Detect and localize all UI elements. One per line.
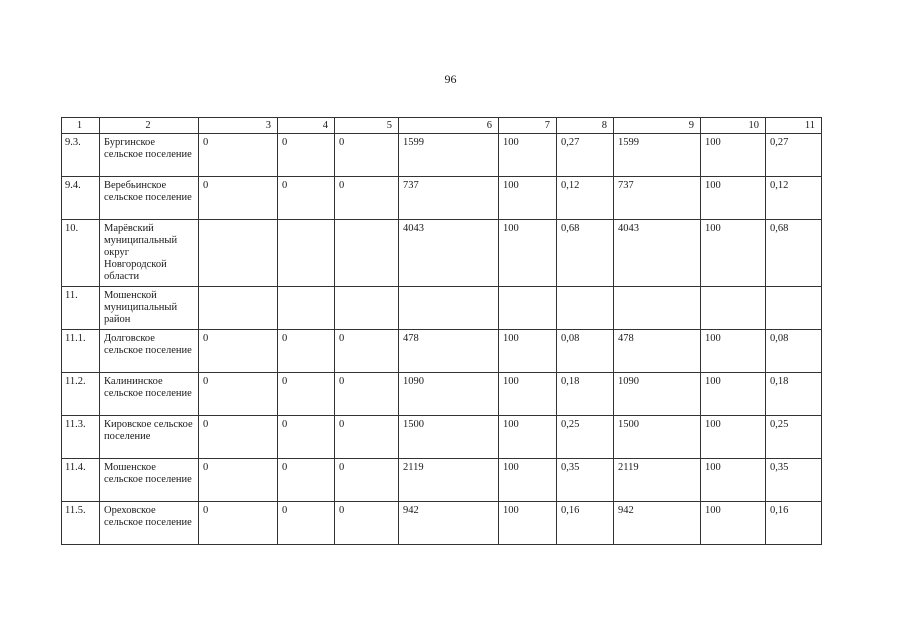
row-value-cell: 0,16 xyxy=(557,502,614,545)
row-value-cell: 100 xyxy=(701,330,766,373)
row-value-cell: 0,35 xyxy=(557,459,614,502)
row-value-cell xyxy=(278,287,335,330)
header-row xyxy=(62,118,822,134)
row-value-cell: 0,16 xyxy=(766,502,822,545)
row-value-cell: 0,12 xyxy=(766,177,822,220)
row-value-cell: 2119 xyxy=(399,459,499,502)
row-value-cell: 100 xyxy=(499,134,557,177)
header-cell: 1 xyxy=(62,118,100,134)
header-cell: 3 xyxy=(199,118,278,134)
row-value-cell: 1500 xyxy=(614,416,701,459)
row-value-cell: 0 xyxy=(278,502,335,545)
row-name-cell: Ореховское сельское поселение xyxy=(100,502,199,545)
row-value-cell: 0,12 xyxy=(557,177,614,220)
header-cell: 8 xyxy=(557,118,614,134)
row-value-cell: 0 xyxy=(199,330,278,373)
row-value-cell: 0,08 xyxy=(766,330,822,373)
row-value-cell: 0,68 xyxy=(557,220,614,287)
row-value-cell: 0 xyxy=(278,134,335,177)
row-code-cell: 9.3. xyxy=(62,134,100,177)
row-value-cell: 737 xyxy=(399,177,499,220)
row-value-cell: 0,35 xyxy=(766,459,822,502)
row-name-cell: Бургинское сельское поселение xyxy=(100,134,199,177)
row-value-cell: 0,27 xyxy=(766,134,822,177)
row-value-cell: 100 xyxy=(701,502,766,545)
row-code-cell: 11.2. xyxy=(62,373,100,416)
row-value-cell: 100 xyxy=(499,373,557,416)
row-value-cell: 0 xyxy=(199,134,278,177)
row-code-cell: 11.1. xyxy=(62,330,100,373)
row-name-cell: Калининское сельское поселение xyxy=(100,373,199,416)
row-value-cell: 100 xyxy=(701,416,766,459)
row-value-cell: 0 xyxy=(278,373,335,416)
header-cell: 7 xyxy=(499,118,557,134)
row-value-cell: 1090 xyxy=(399,373,499,416)
row-value-cell: 942 xyxy=(614,502,701,545)
data-table xyxy=(61,117,822,545)
row-value-cell: 0,18 xyxy=(766,373,822,416)
row-value-cell: 2119 xyxy=(614,459,701,502)
row-value-cell: 100 xyxy=(499,220,557,287)
header-cell: 2 xyxy=(100,118,199,134)
row-value-cell: 0 xyxy=(278,330,335,373)
header-cell: 5 xyxy=(335,118,399,134)
row-value-cell: 100 xyxy=(701,134,766,177)
row-code-cell: 11.3. xyxy=(62,416,100,459)
row-value-cell: 100 xyxy=(701,373,766,416)
table-row xyxy=(62,177,822,220)
row-value-cell: 737 xyxy=(614,177,701,220)
row-value-cell: 0 xyxy=(335,330,399,373)
row-value-cell: 100 xyxy=(701,177,766,220)
row-value-cell: 0 xyxy=(335,459,399,502)
row-value-cell xyxy=(199,287,278,330)
row-value-cell: 4043 xyxy=(399,220,499,287)
row-value-cell xyxy=(335,220,399,287)
row-value-cell: 0 xyxy=(199,502,278,545)
row-code-cell: 11.5. xyxy=(62,502,100,545)
table-row xyxy=(62,373,822,416)
row-value-cell xyxy=(499,287,557,330)
row-value-cell: 0,18 xyxy=(557,373,614,416)
row-value-cell: 478 xyxy=(614,330,701,373)
row-value-cell: 0 xyxy=(335,373,399,416)
row-value-cell: 478 xyxy=(399,330,499,373)
table-row xyxy=(62,416,822,459)
table-row xyxy=(62,287,822,330)
row-value-cell: 1599 xyxy=(614,134,701,177)
row-value-cell xyxy=(557,287,614,330)
row-name-cell: Веребьинское сельское поселение xyxy=(100,177,199,220)
row-code-cell: 11.4. xyxy=(62,459,100,502)
row-value-cell: 100 xyxy=(499,502,557,545)
row-value-cell: 942 xyxy=(399,502,499,545)
header-cell: 11 xyxy=(766,118,822,134)
row-name-cell: Мошенское сельское поселение xyxy=(100,459,199,502)
row-value-cell: 0 xyxy=(335,502,399,545)
table-row xyxy=(62,220,822,287)
row-value-cell: 0,08 xyxy=(557,330,614,373)
row-code-cell: 10. xyxy=(62,220,100,287)
row-value-cell: 100 xyxy=(499,330,557,373)
header-cell: 6 xyxy=(399,118,499,134)
row-value-cell: 0,25 xyxy=(766,416,822,459)
row-value-cell: 0,25 xyxy=(557,416,614,459)
row-name-cell: Мошенской муниципальный район xyxy=(100,287,199,330)
row-value-cell: 0 xyxy=(278,177,335,220)
row-value-cell: 0 xyxy=(199,416,278,459)
row-value-cell: 100 xyxy=(499,459,557,502)
row-value-cell: 100 xyxy=(701,220,766,287)
row-value-cell: 100 xyxy=(499,177,557,220)
row-value-cell: 0,68 xyxy=(766,220,822,287)
table-row xyxy=(62,502,822,545)
row-value-cell: 0,27 xyxy=(557,134,614,177)
row-value-cell: 0 xyxy=(335,416,399,459)
row-value-cell: 0 xyxy=(278,416,335,459)
row-value-cell xyxy=(399,287,499,330)
row-value-cell xyxy=(278,220,335,287)
row-name-cell: Кировское сельское поселение xyxy=(100,416,199,459)
row-value-cell xyxy=(335,287,399,330)
header-cell: 4 xyxy=(278,118,335,134)
row-value-cell xyxy=(701,287,766,330)
row-value-cell: 0 xyxy=(199,373,278,416)
row-value-cell xyxy=(766,287,822,330)
header-cell: 10 xyxy=(701,118,766,134)
table-row xyxy=(62,134,822,177)
row-value-cell: 1090 xyxy=(614,373,701,416)
row-code-cell: 9.4. xyxy=(62,177,100,220)
page-number: 96 xyxy=(444,72,457,86)
row-value-cell: 100 xyxy=(701,459,766,502)
row-value-cell: 0 xyxy=(335,177,399,220)
row-value-cell xyxy=(614,287,701,330)
row-value-cell: 1500 xyxy=(399,416,499,459)
row-value-cell: 1599 xyxy=(399,134,499,177)
row-name-cell: Марёвский муниципальный округ Новгородской области xyxy=(100,220,199,287)
header-cell: 9 xyxy=(614,118,701,134)
row-value-cell: 0 xyxy=(199,459,278,502)
row-code-cell: 11. xyxy=(62,287,100,330)
row-value-cell: 100 xyxy=(499,416,557,459)
row-value-cell: 4043 xyxy=(614,220,701,287)
row-name-cell: Долговское сельское поселение xyxy=(100,330,199,373)
table-row xyxy=(62,459,822,502)
row-value-cell xyxy=(199,220,278,287)
row-value-cell: 0 xyxy=(278,459,335,502)
table-row xyxy=(62,330,822,373)
row-value-cell: 0 xyxy=(199,177,278,220)
row-value-cell: 0 xyxy=(335,134,399,177)
